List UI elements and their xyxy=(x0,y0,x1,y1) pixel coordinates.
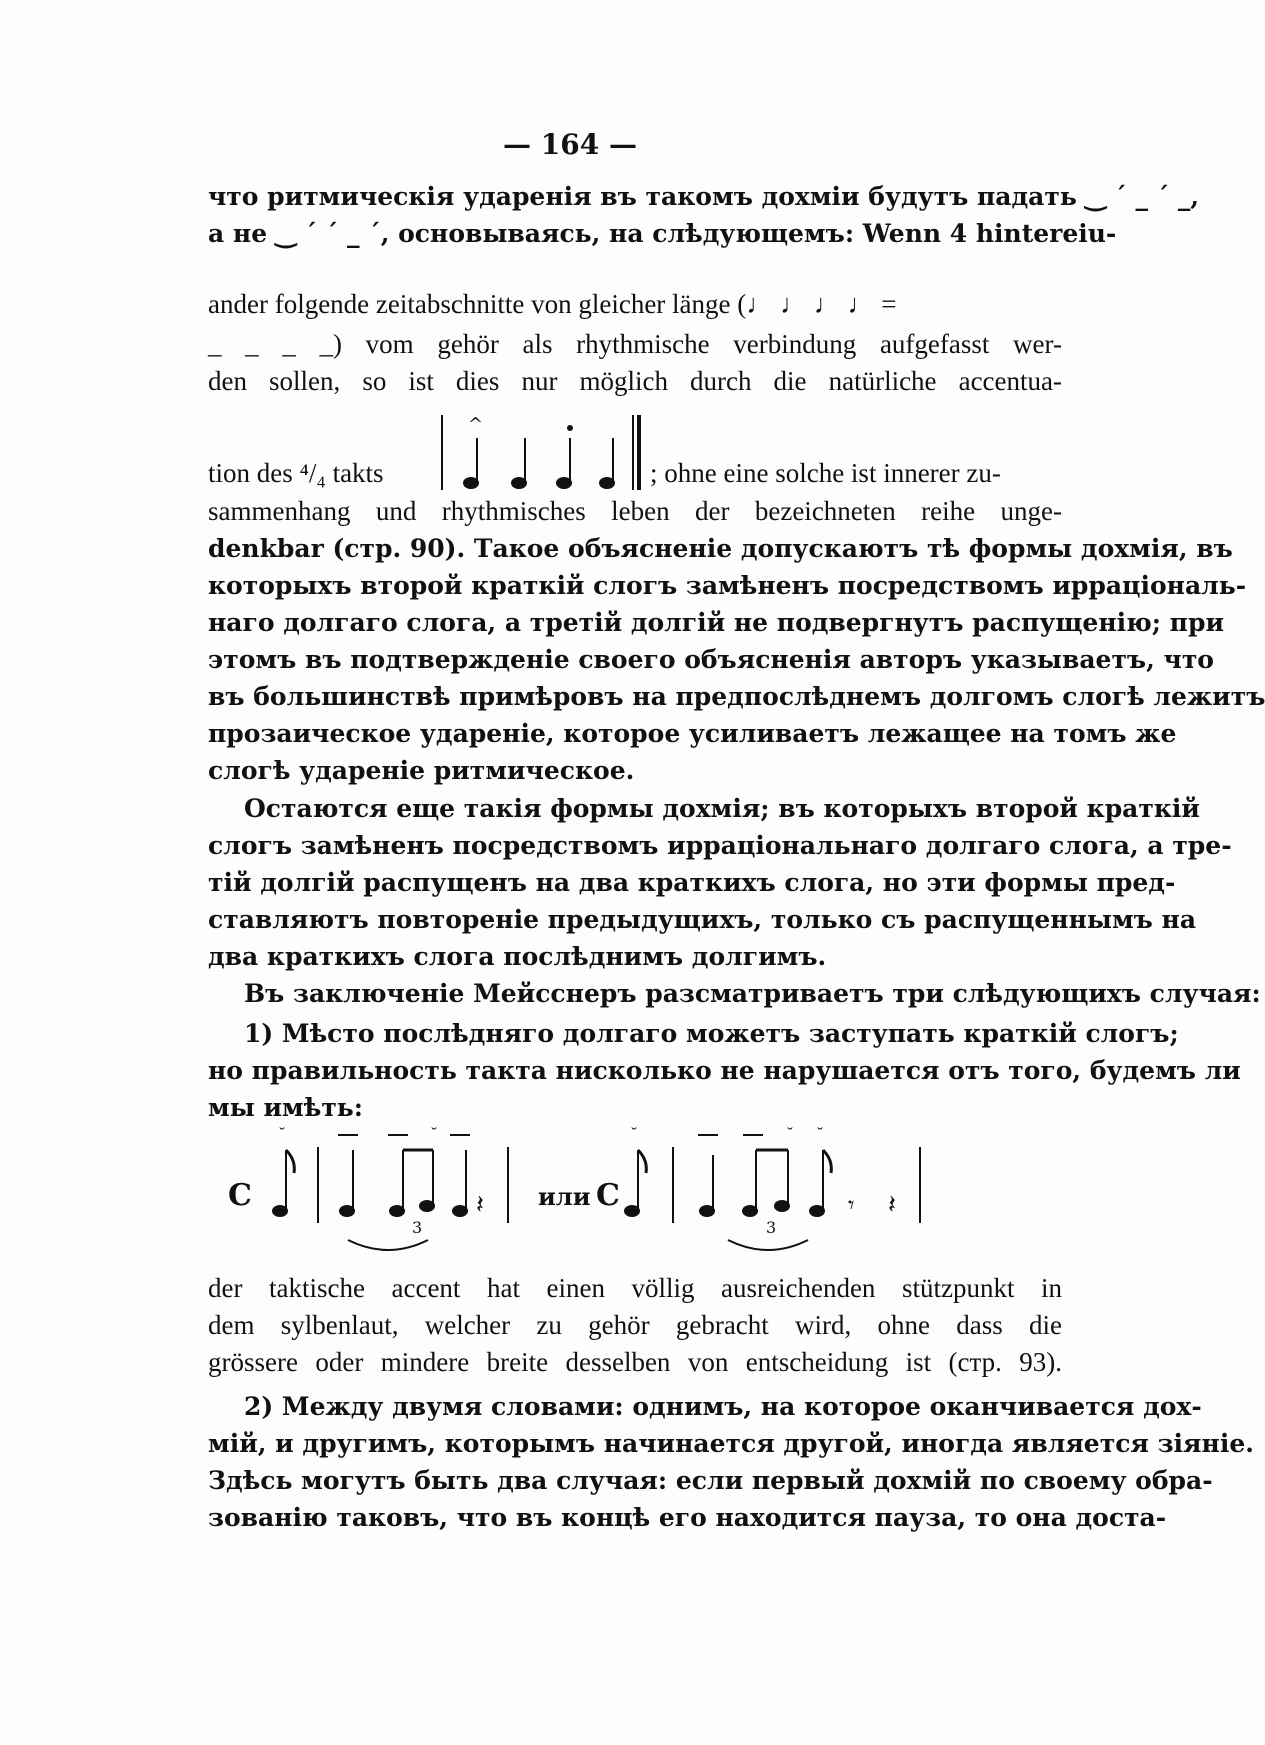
rest-icon: 𝄽 xyxy=(888,1190,896,1220)
text-line: но правильность такта нисколько не нарушается отъ того, будемъ ли xyxy=(208,1056,1241,1085)
time-signature: C xyxy=(596,1178,620,1213)
page-number: — 164 — xyxy=(503,128,637,161)
notes-line-2-left xyxy=(208,455,458,492)
text-line: 1) Мѣсто послѣдняго долгаго можетъ заступать краткій слогъ; xyxy=(244,1019,1179,1048)
text-line: ставляютъ повтореніе предыдущихъ, только съ распущеннымъ на xyxy=(208,905,1197,934)
text-line: этомъ въ подтвержденіе своего объясненія авторъ указываетъ, что xyxy=(208,645,1214,674)
eighth-note-icon xyxy=(809,1125,831,1217)
quarter-note-icon xyxy=(556,425,573,489)
text-line: den sollen, so ist dies nur möglich durch die natürliche accentua- xyxy=(208,366,1062,396)
svg-text:˘: ˘ xyxy=(278,1125,286,1144)
svg-text:˘: ˘ xyxy=(630,1125,638,1144)
text-line: два краткихъ слога послѣднимъ долгимъ. xyxy=(208,942,827,971)
text-line: которыхъ второй краткій слогъ замѣненъ посредствомъ ирраціональ- xyxy=(208,571,1247,600)
text-line: зованію таковъ, что въ концѣ его находится пауза, то она доста- xyxy=(208,1503,1167,1532)
eighth-note-icon xyxy=(624,1125,646,1217)
text-line: а не ‿ ´ ´ _ ´, основываясь, на слѣдующемъ: Wenn 4 hintereiu- xyxy=(208,219,1117,248)
text-line: Въ заключеніе Мейсснеръ разсматриваетъ три слѣдующихъ случая: xyxy=(244,979,1261,1008)
text-mid xyxy=(208,326,1062,400)
eighth-rest-icon: 𝄾 xyxy=(848,1191,855,1219)
german-paragraph xyxy=(208,1270,1062,1381)
text-line: прозаическое удареніе, которое усиливаетъ лежащее на томъ же xyxy=(208,719,1177,748)
text-line: grössere oder mindere breite desselben von entscheidung ist (стр. 93). xyxy=(208,1347,1062,1377)
quarter-note-icon xyxy=(338,1135,358,1217)
svg-text:˘: ˘ xyxy=(786,1125,794,1144)
text-line: tion des ⁴/₄ takts xyxy=(208,458,384,488)
text-line: въ большинствѣ примѣровъ на предпослѣднемъ долгомъ слогѣ лежитъ xyxy=(208,682,1265,711)
text-after xyxy=(208,493,1265,789)
text-line: слогѣ удареніе ритмическое. xyxy=(208,756,635,785)
beamed-notes-icon xyxy=(388,1125,438,1237)
text-line: ander folgende zeitabschnitte von gleicher länge (♩ ♩ ♩ ♩ = xyxy=(208,289,897,319)
quarter-note-icon xyxy=(511,438,527,489)
text-line: мій, и другимъ, которымъ начинается другой, иногда является зіяніе. xyxy=(208,1429,1254,1458)
text-line: dem sylbenlaut, welcher zu gehör gebracht wird, ohne dass die xyxy=(208,1310,1062,1340)
paragraph-5 xyxy=(208,1388,1254,1536)
text-line: что ритмическія ударенія въ такомъ дохміи будутъ падать ‿ ´ _ ´ _, xyxy=(208,182,1200,211)
text-line: мы имѣть: xyxy=(208,1093,364,1122)
svg-text:^: ^ xyxy=(468,414,484,435)
text-line: _ _ _ _) vom gehör als rhythmische verbindung aufgefasst wer- xyxy=(208,329,1062,359)
quarter-note-icon xyxy=(463,414,483,489)
quarter-note-icon xyxy=(698,1135,718,1217)
notes-line-1 xyxy=(208,286,1062,323)
time-signature: C xyxy=(228,1178,252,1213)
text-line: Здѣсь могутъ быть два случая: если первый дохмій по своему обра- xyxy=(208,1466,1213,1495)
text-line: тій долгій распущенъ на два краткихъ слога, но эти формы пред- xyxy=(208,868,1176,897)
text-line: sammenhang und rhythmisches leben der bezeichneten reihe unge- xyxy=(208,496,1062,526)
paragraph-2 xyxy=(208,790,1232,975)
paragraph-3 xyxy=(208,975,1261,1012)
text-line: ; ohne eine solche ist innerer zu- xyxy=(650,458,1001,488)
text-line: der taktische accent hat einen völlig ausreichenden stützpunkt in xyxy=(208,1273,1062,1303)
text-line: 2) Между двумя словами: однимъ, на которое оканчивается дох- xyxy=(244,1392,1202,1421)
music-example xyxy=(208,1125,1062,1265)
paragraph-4 xyxy=(208,1015,1241,1126)
quarter-note-icon xyxy=(450,1135,470,1217)
text-top xyxy=(208,178,1200,252)
svg-text:˘: ˘ xyxy=(816,1125,824,1144)
triplet-label: 3 xyxy=(766,1218,777,1237)
eighth-note-icon xyxy=(272,1125,294,1217)
text-line: denkbar (стр. 90). Такое объясненіе допускаютъ тѣ формы дохмія, въ xyxy=(208,534,1233,563)
beamed-notes-icon xyxy=(742,1125,794,1237)
accent-notes-figure xyxy=(430,410,650,495)
svg-text:˘: ˘ xyxy=(430,1125,438,1144)
text-line: слогъ замѣненъ посредствомъ ирраціональнаго долгаго слога, а тре- xyxy=(208,831,1232,860)
quarter-note-icon xyxy=(599,438,615,489)
text-line: Остаются еще такія формы дохмія; въ которыхъ второй краткій xyxy=(244,794,1200,823)
triplet-label: 3 xyxy=(412,1218,423,1237)
text-line: наго долгаго слога, а третій долгій не подвергнутъ распущенію; при xyxy=(208,608,1225,637)
rest-icon: 𝄽 xyxy=(476,1190,484,1220)
notes-line-2-right xyxy=(650,455,1062,492)
or-label: или xyxy=(538,1182,591,1211)
